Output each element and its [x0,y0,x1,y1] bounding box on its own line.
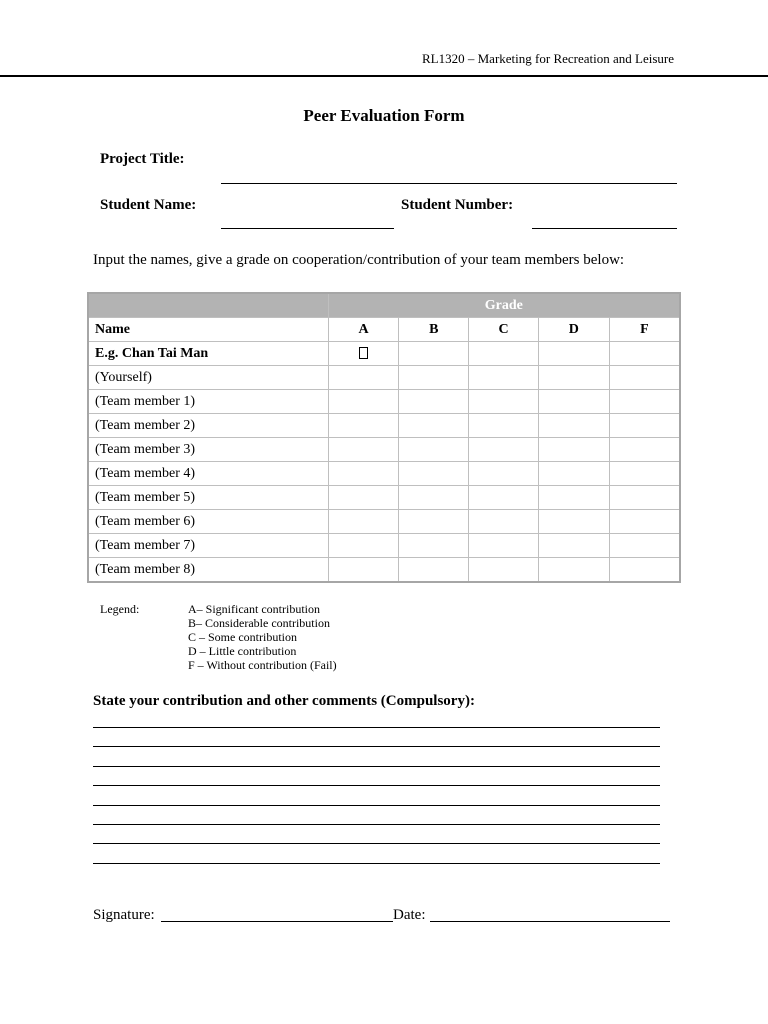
comment-line[interactable] [93,746,660,747]
grade-cell-b[interactable] [399,390,469,414]
grade-cell-a[interactable] [328,438,399,462]
table-row [88,462,680,486]
example-name-cell[interactable]: E.g. Chan Tai Man [88,342,328,366]
grade-cell-d[interactable] [538,510,609,534]
grade-table [87,292,681,583]
signature-label: Signature: [93,907,155,923]
grade-cell-c[interactable] [469,534,539,558]
grade-column-header-c: C [469,318,539,342]
grade-cell-c[interactable] [469,558,539,583]
grade-cell-f[interactable] [609,342,680,366]
grade-cell-a[interactable] [328,486,399,510]
grade-cell-c[interactable] [469,438,539,462]
grade-cell-d[interactable] [538,462,609,486]
grade-cell-c[interactable] [469,510,539,534]
member-name-cell[interactable]: (Team member 3) [88,438,328,462]
student-number-field[interactable] [532,228,677,229]
grade-cell-f[interactable] [609,510,680,534]
comment-line[interactable] [93,805,660,806]
legend-list [188,602,337,672]
member-name-cell[interactable]: (Team member 8) [88,558,328,583]
grade-cell-f[interactable] [609,486,680,510]
grade-cell-b[interactable] [399,510,469,534]
grade-cell-a[interactable] [328,462,399,486]
comment-line[interactable] [93,843,660,844]
comments-label: State your contribution and other comments (Compulsory): [93,693,475,709]
grade-cell-f[interactable] [609,462,680,486]
member-name-cell[interactable]: (Team member 4) [88,462,328,486]
grade-cell-c[interactable] [469,486,539,510]
grade-cell-f[interactable] [609,438,680,462]
member-name-cell[interactable]: (Team member 1) [88,390,328,414]
table-row [88,558,680,583]
grade-cell-a[interactable] [328,390,399,414]
grade-cell-c[interactable] [469,414,539,438]
table-row [88,534,680,558]
header-rule [0,75,768,77]
legend-item: C – Some contribution [188,630,297,644]
grade-cell-b[interactable] [399,342,469,366]
name-column-header: Name [88,318,328,342]
legend-label: Legend: [100,602,140,616]
grade-cell-d[interactable] [538,366,609,390]
student-number-label: Student Number: [401,197,514,213]
table-row [88,486,680,510]
grade-cell-f[interactable] [609,414,680,438]
grade-cell-d[interactable] [538,534,609,558]
comment-line[interactable] [93,785,660,786]
project-title-field[interactable] [221,183,677,184]
selected-grade-mark-icon [359,347,368,359]
grade-cell-b[interactable] [399,534,469,558]
grade-cell-f[interactable] [609,534,680,558]
table-row [88,366,680,390]
member-name-cell[interactable]: (Team member 2) [88,414,328,438]
legend-item: B– Considerable contribution [188,616,330,630]
blank-header-cell [88,293,328,318]
member-name-cell[interactable]: (Team member 5) [88,486,328,510]
grade-column-header-b: B [399,318,469,342]
student-name-field[interactable] [221,228,394,229]
grade-column-header-f: F [609,318,680,342]
table-row [88,414,680,438]
grade-cell-d[interactable] [538,558,609,583]
grade-cell-c[interactable] [469,390,539,414]
table-row [88,510,680,534]
grade-column-header-d: D [538,318,609,342]
grade-cell-a[interactable] [328,342,399,366]
legend-item: A– Significant contribution [188,602,320,616]
example-row [88,342,680,366]
grade-cell-c[interactable] [469,366,539,390]
grade-cell-a[interactable] [328,414,399,438]
grade-cell-d[interactable] [538,486,609,510]
table-row [88,390,680,414]
instruction-text: Input the names, give a grade on cooperation/contribution of your team members below: [93,252,625,268]
grade-cell-a[interactable] [328,510,399,534]
grade-cell-d[interactable] [538,342,609,366]
grade-cell-a[interactable] [328,558,399,583]
grade-cell-c[interactable] [469,462,539,486]
comment-line[interactable] [93,766,660,767]
grade-cell-b[interactable] [399,414,469,438]
comment-line[interactable] [93,863,660,864]
legend-item: D – Little contribution [188,644,297,658]
grade-cell-b[interactable] [399,558,469,583]
grade-cell-f[interactable] [609,558,680,583]
grade-cell-b[interactable] [399,438,469,462]
grade-group-header: Grade [328,293,680,318]
date-field[interactable] [430,921,670,922]
grade-column-header-a: A [328,318,399,342]
course-header: RL1320 – Marketing for Recreation and Leisure [422,51,674,66]
grade-cell-c[interactable] [469,342,539,366]
comment-line[interactable] [93,727,660,728]
student-name-label: Student Name: [100,197,197,213]
signature-field[interactable] [161,921,393,922]
member-name-cell[interactable]: (Yourself) [88,366,328,390]
member-name-cell[interactable]: (Team member 7) [88,534,328,558]
grade-cell-b[interactable] [399,366,469,390]
member-name-cell[interactable]: (Team member 6) [88,510,328,534]
comment-line[interactable] [93,824,660,825]
grade-cell-f[interactable] [609,390,680,414]
grade-cell-b[interactable] [399,486,469,510]
date-label: Date: [393,907,426,923]
project-title-label: Project Title: [100,151,185,167]
grade-cell-f[interactable] [609,366,680,390]
grade-cell-d[interactable] [538,438,609,462]
table-row [88,438,680,462]
grade-cell-d[interactable] [538,390,609,414]
grade-cell-d[interactable] [538,414,609,438]
grade-cell-a[interactable] [328,534,399,558]
grade-cell-b[interactable] [399,462,469,486]
legend-item: F – Without contribution (Fail) [188,658,337,672]
page-title: Peer Evaluation Form [303,106,465,125]
grade-cell-a[interactable] [328,366,399,390]
